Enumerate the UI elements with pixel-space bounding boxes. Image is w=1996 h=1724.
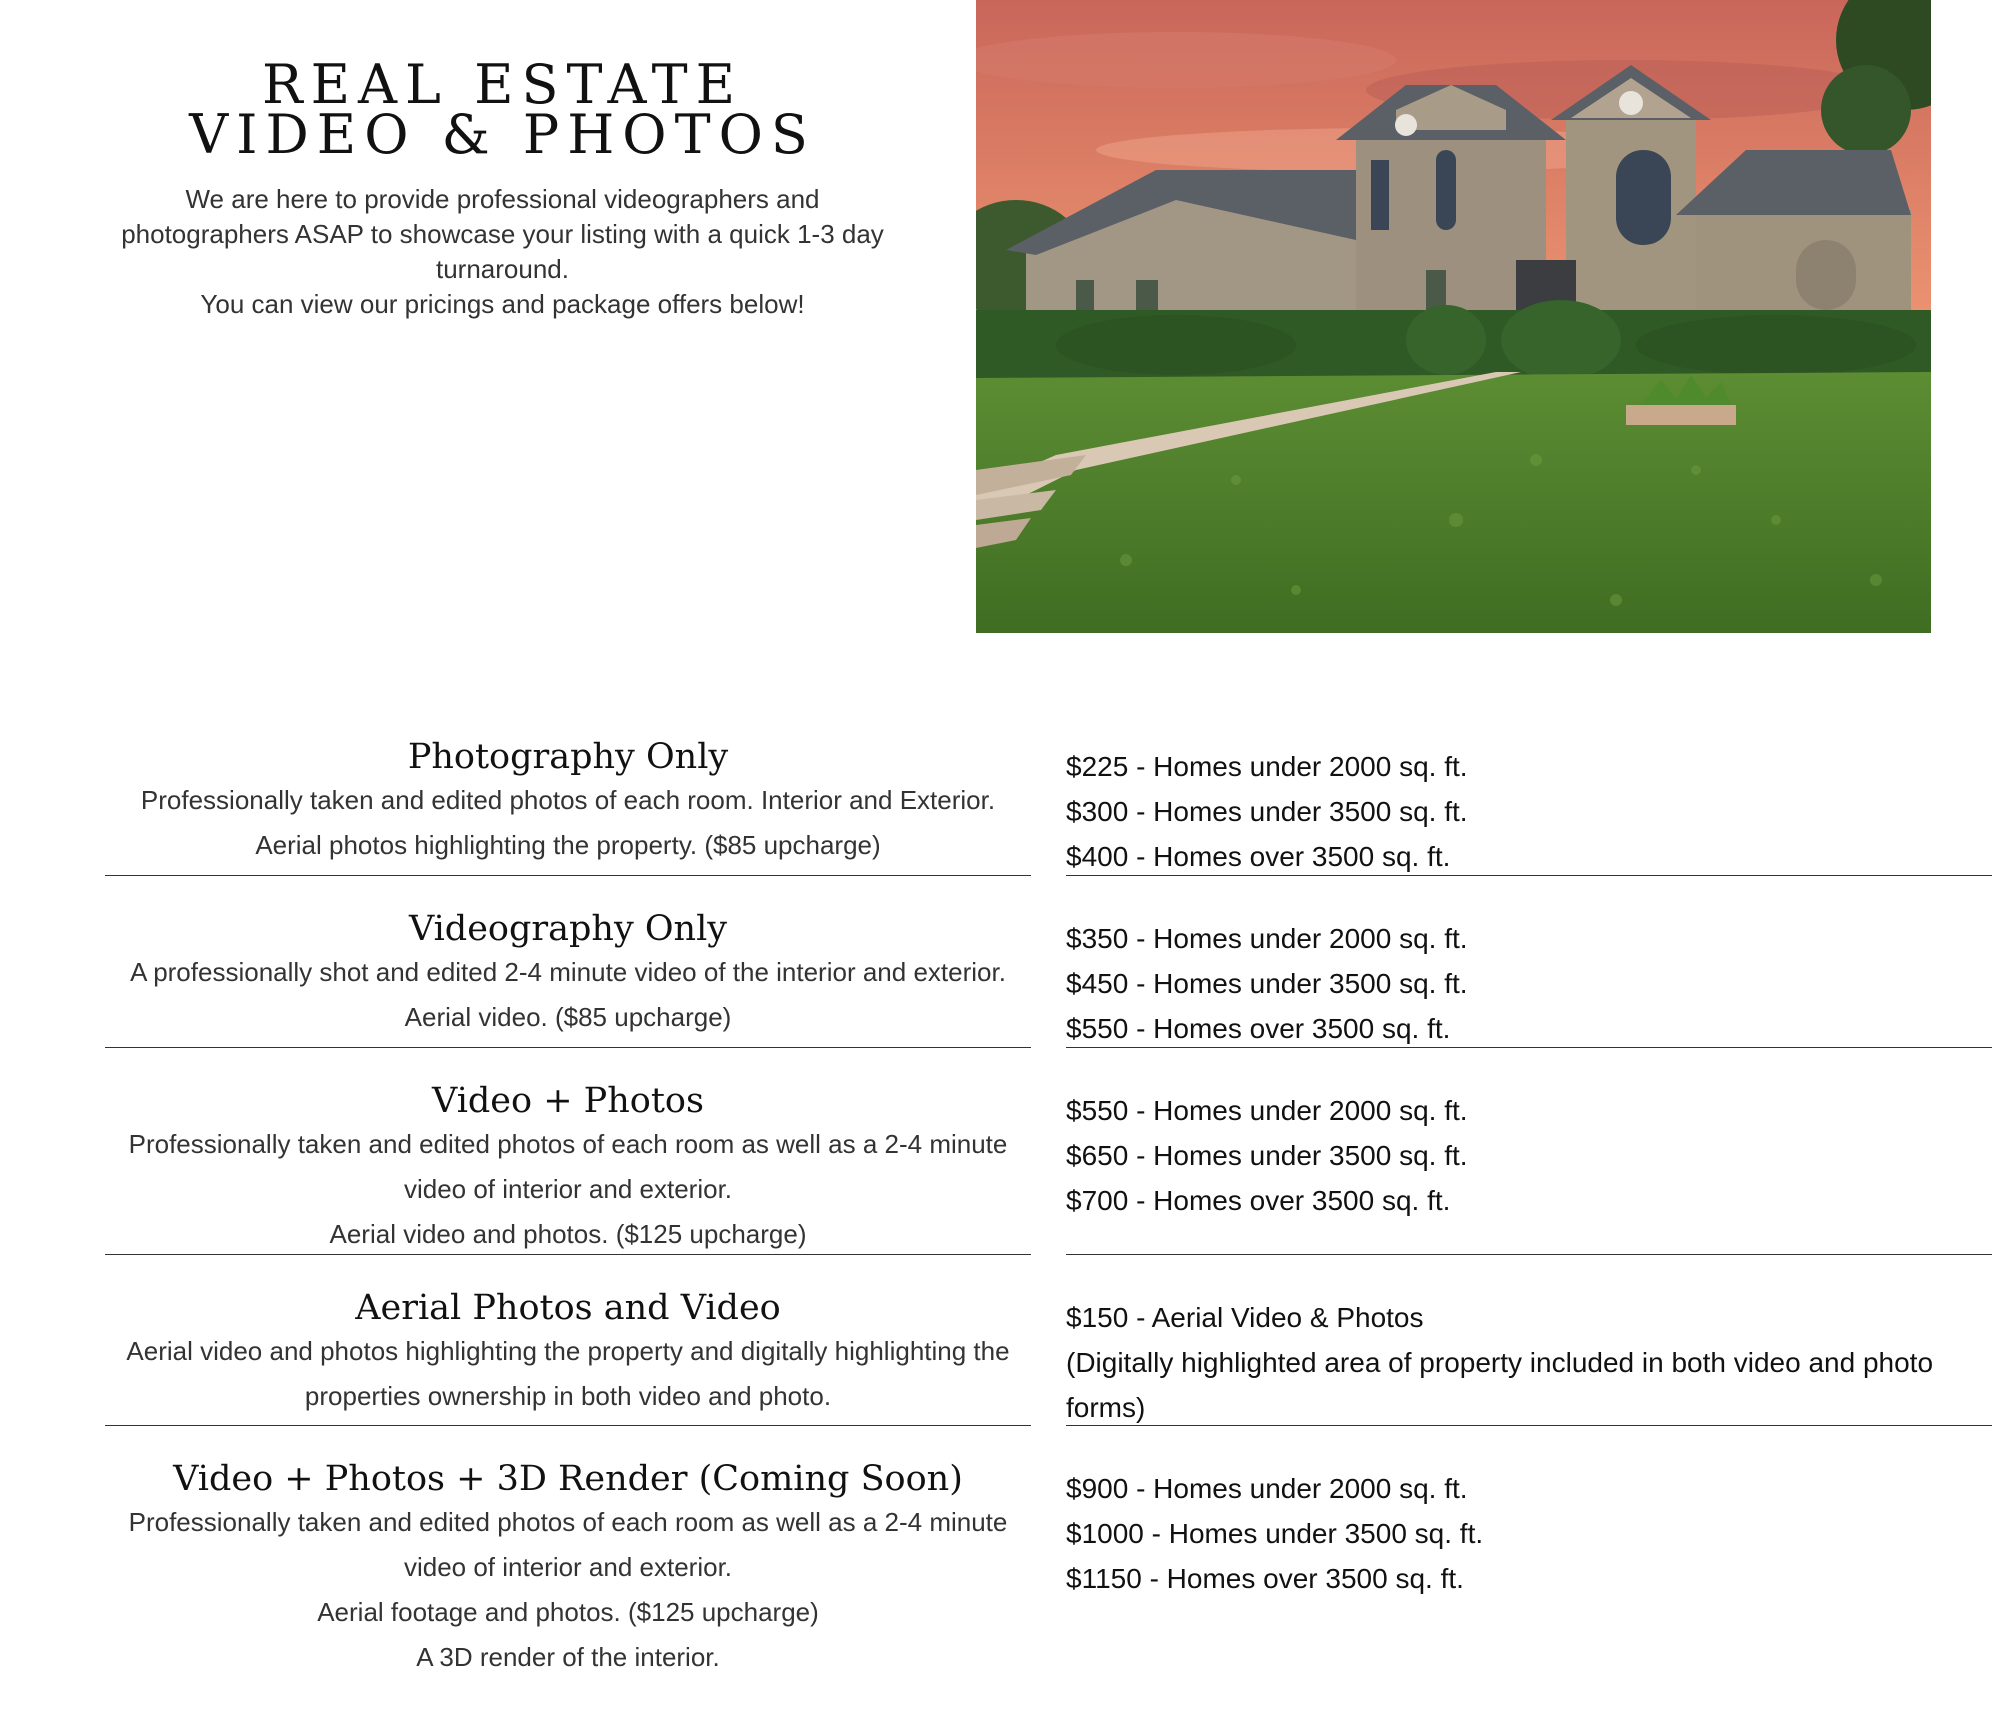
package-description-line: A professionally shot and edited 2-4 minute video of the interior and exterior. <box>130 957 1006 987</box>
package-info <box>105 736 1031 876</box>
package-title: Photography Only <box>407 737 729 777</box>
price-line: $1150 - Homes over 3500 sq. ft. <box>1066 1563 1464 1594</box>
package-description-line: Professionally taken and edited photos of each room. Interior and Exterior. <box>140 785 996 815</box>
package-row <box>105 876 1995 1048</box>
package-row <box>105 1255 1995 1426</box>
price-line: (Digitally highlighted area of property included in both video and photo <box>1066 1347 1934 1378</box>
package-description-line: Aerial video and photos. ($125 upcharge) <box>329 1219 807 1249</box>
package-info <box>105 1458 1031 1682</box>
package-description-line: A 3D render of the interior. <box>416 1642 720 1672</box>
price-line: $300 - Homes under 3500 sq. ft. <box>1066 796 1468 827</box>
package-prices <box>1066 1080 1992 1255</box>
price-line: $550 - Homes under 2000 sq. ft. <box>1066 1095 1468 1126</box>
price-line: $550 - Homes over 3500 sq. ft. <box>1066 1013 1451 1044</box>
package-prices <box>1066 908 1992 1048</box>
package-info <box>105 1287 1031 1426</box>
price-line: $450 - Homes under 3500 sq. ft. <box>1066 968 1468 999</box>
package-title: Video + Photos + 3D Render (Coming Soon) <box>173 1459 963 1499</box>
package-description-line: video of interior and exterior. <box>403 1552 733 1582</box>
package-description-line: Aerial video and photos highlighting the property and digitally highlighting the <box>126 1336 1010 1366</box>
intro-line: photographers ASAP to showcase your listing with a quick 1-3 day <box>121 219 884 249</box>
package-description-line: properties ownership in both video and photo. <box>304 1381 832 1411</box>
title-line-2: VIDEO & PHOTOS <box>189 103 816 166</box>
package-prices <box>1066 1287 1992 1426</box>
intro-text <box>100 182 905 322</box>
package-prices <box>1066 1458 1992 1682</box>
intro-line: You can view our pricings and package offers below! <box>200 289 805 319</box>
package-prices <box>1066 736 1992 876</box>
intro-line: We are here to provide professional videographers and <box>185 184 820 214</box>
price-line: $150 - Aerial Video & Photos <box>1066 1302 1424 1333</box>
package-row <box>105 736 1995 876</box>
package-title: Aerial Photos and Video <box>355 1288 781 1328</box>
house-photo <box>976 0 1931 633</box>
package-row <box>105 1426 1995 1682</box>
package-description-line: Professionally taken and edited photos of each room as well as a 2-4 minute <box>128 1507 1008 1537</box>
package-title: Videography Only <box>408 909 728 949</box>
package-description-line: Aerial footage and photos. ($125 upcharge) <box>317 1597 819 1627</box>
price-line: forms) <box>1066 1392 1146 1423</box>
price-line: $1000 - Homes under 3500 sq. ft. <box>1066 1518 1484 1549</box>
title-line-1: REAL ESTATE <box>261 53 744 116</box>
package-description-line: Professionally taken and edited photos of each room as well as a 2-4 minute <box>128 1129 1008 1159</box>
page-title <box>100 53 905 166</box>
price-line: $225 - Homes under 2000 sq. ft. <box>1066 751 1468 782</box>
price-line: $900 - Homes under 2000 sq. ft. <box>1066 1473 1468 1504</box>
hero-section <box>100 53 905 322</box>
package-info <box>105 1080 1031 1255</box>
package-description-line: Aerial photos highlighting the property. ($85 upcharge) <box>255 830 881 860</box>
price-line: $350 - Homes under 2000 sq. ft. <box>1066 923 1468 954</box>
package-description-line: Aerial video. ($85 upcharge) <box>404 1002 732 1032</box>
price-line: $700 - Homes over 3500 sq. ft. <box>1066 1185 1451 1216</box>
package-description-line: video of interior and exterior. <box>403 1174 733 1204</box>
price-line: $650 - Homes under 3500 sq. ft. <box>1066 1140 1468 1171</box>
house-photo-image <box>976 0 1931 633</box>
package-info <box>105 908 1031 1048</box>
intro-line: turnaround. <box>436 254 569 284</box>
package-row <box>105 1048 1995 1255</box>
packages-list <box>105 736 1995 1682</box>
price-line: $400 - Homes over 3500 sq. ft. <box>1066 841 1451 872</box>
package-title: Video + Photos <box>432 1081 704 1121</box>
